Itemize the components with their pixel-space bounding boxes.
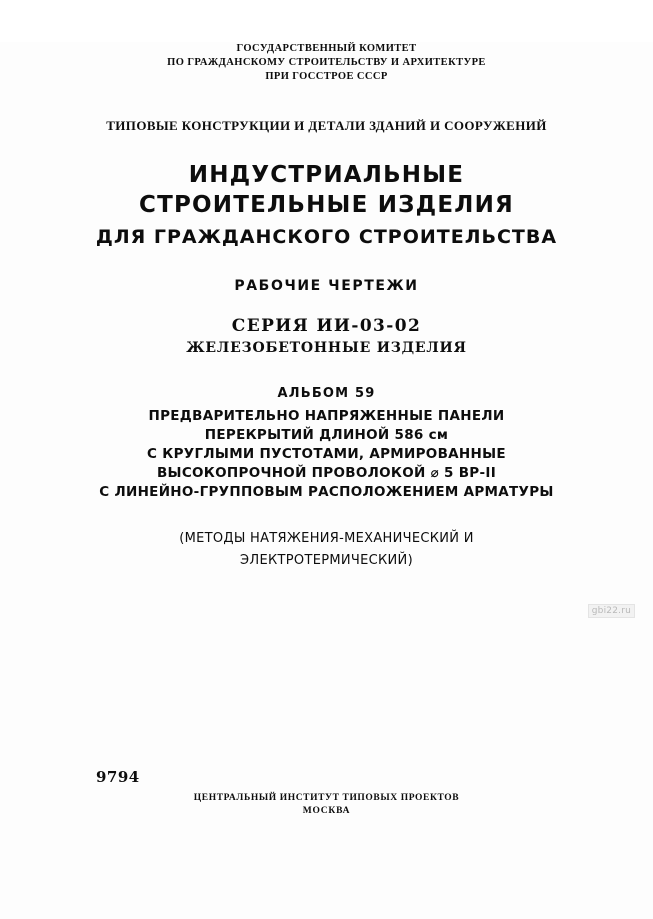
- album-number: АЛЬБОМ 59: [277, 386, 376, 401]
- series-number: СЕРИЯ ИИ-03-02: [231, 316, 422, 336]
- main-title-line-1: ИНДУСТРИАЛЬНЫЕ: [188, 162, 465, 188]
- watermark-label: gbi22.ru: [588, 604, 635, 618]
- description-line-5: С ЛИНЕЙНО-ГРУППОВЫМ РАСПОЛОЖЕНИЕМ АРМАТУРЫ: [99, 484, 554, 500]
- methods-line-2: ЭЛЕКТРОТЕРМИЧЕСКИЙ): [240, 553, 413, 568]
- document-code: 9794: [96, 768, 140, 786]
- committee-line-2: ПО ГРАЖДАНСКОМУ СТРОИТЕЛЬСТВУ И АРХИТЕКТУРЕ: [167, 57, 486, 68]
- committee-line-1: ГОСУДАРСТВЕННЫЙ КОМИТЕТ: [236, 43, 417, 54]
- document-footer: [0, 768, 653, 816]
- description-line-1: ПРЕДВАРИТЕЛЬНО НАПРЯЖЕННЫЕ ПАНЕЛИ: [148, 408, 505, 424]
- document-page: [0, 42, 653, 919]
- tensioning-methods: [0, 528, 653, 572]
- description-line-3: С КРУГЛЫМИ ПУСТОТАМИ, АРМИРОВАННЫЕ: [147, 446, 506, 462]
- committee-line-3: ПРИ ГОССТРОЕ СССР: [265, 71, 388, 82]
- city-name: МОСКВА: [302, 806, 351, 816]
- album-description: [0, 407, 653, 502]
- main-title-line-3: ДЛЯ ГРАЖДАНСКОГО СТРОИТЕЛЬСТВА: [95, 226, 558, 248]
- methods-line-1: (МЕТОДЫ НАТЯЖЕНИЯ-МЕХАНИЧЕСКИЙ И: [179, 531, 474, 546]
- description-line-2: ПЕРЕКРЫТИЙ ДЛИНОЙ 586 см: [204, 427, 449, 443]
- series-subtitle: ЖЕЛЕЗОБЕТОННЫЕ ИЗДЕЛИЯ: [186, 340, 467, 356]
- description-line-4: ВЫСОКОПРОЧНОЙ ПРОВОЛОКОЙ ⌀ 5 ВР-II: [156, 465, 497, 481]
- committee-block: [0, 42, 653, 84]
- working-drawings-label: РАБОЧИЕ ЧЕРТЕЖИ: [234, 278, 419, 294]
- main-title: [0, 160, 653, 252]
- main-title-line-2: СТРОИТЕЛЬНЫЕ ИЗДЕЛИЯ: [139, 192, 514, 218]
- institute-name: ЦЕНТРАЛЬНЫЙ ИНСТИТУТ ТИПОВЫХ ПРОЕКТОВ: [193, 793, 460, 803]
- typical-structures-line: ТИПОВЫЕ КОНСТРУКЦИИ И ДЕТАЛИ ЗДАНИЙ И СООРУЖЕНИЙ: [106, 118, 547, 133]
